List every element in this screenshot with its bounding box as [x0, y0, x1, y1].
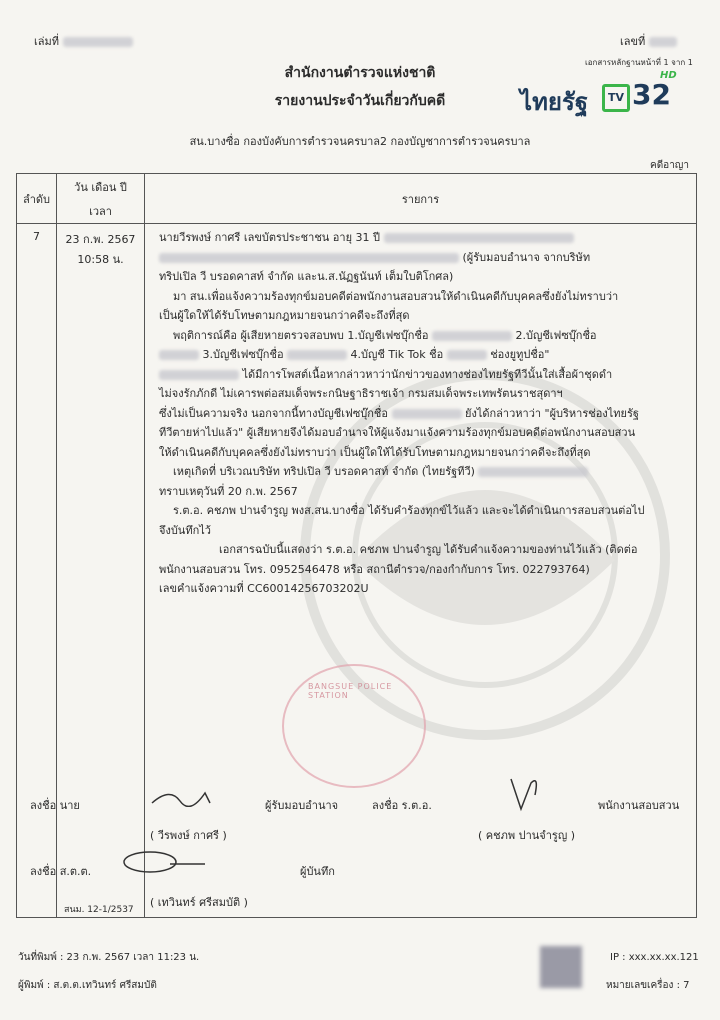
line: เป็นผู้ใดให้ได้รับโทษตามกฎหมายจนกว่าคดีจะถึงที่สุด: [159, 309, 410, 322]
redacted-text: [384, 233, 574, 243]
line: ไม่จงรักภักดี ไม่เคารพต่อสมเด็จพระกนิษฐาธิราชเจ้า กรมสมเด็จพระเทพรัตนราชสุดาฯ: [159, 387, 563, 400]
line: เลขคำแจ้งความที่ CC60014256703202U: [159, 582, 369, 595]
line: ซึ่งไม่เป็นความจริง นอกจากนี้ทางบัญชีเฟซบุ๊กชื่อ ยังได้กล่าวหาว่า "ผู้บริหารช่องไทยรัฐ: [159, 406, 639, 420]
entry-date: 23 ก.พ. 2567: [65, 233, 136, 246]
police-station-stamp: [282, 664, 426, 788]
entry-body: [159, 228, 688, 599]
entry-time: 10:58 น.: [77, 253, 124, 266]
authorized-name: ( วีรพงษ์ กาศรี ): [150, 829, 227, 842]
doc-number: เลขที่: [620, 32, 677, 50]
line: 3.บัญชีเฟซบุ๊กชื่อ 4.บัญชี Tik Tok ชื่อ ช่องยูทูปชื่อ": [159, 345, 688, 365]
printer-name: ผู้พิมพ์ : ส.ต.ต.เทวินทร์ ศรีสมบัติ: [18, 980, 157, 991]
line: ให้ดำเนินคดีกับบุคคลซึ่งยังไม่ทราบว่า เป็นผู้ใดให้ได้รับโทษตามกฎหมายจนกว่าคดีจะถึงที่สุด: [159, 445, 591, 459]
col-datetime-line1: วัน เดือน ปี: [74, 180, 127, 194]
line: นายวีรพงษ์ กาศรี เลขบัตรประชาชน อายุ 31 ปี: [159, 228, 688, 248]
col-seq-header: ลำดับ: [17, 174, 57, 224]
recorder-name: ( เทวินทร์ ศรีสมบัติ ): [150, 896, 248, 909]
line: ทีวีตายห่าไปแล้ว" ผู้เสียหายจึงได้มอบอำนาจให้ผู้แจ้งมาแจ้งความร้องทุกข์มอบคดีต่อพนักงานสอบสวน: [159, 426, 636, 439]
logo-hd: HD: [660, 70, 677, 81]
qr-code: [540, 946, 582, 988]
report-title: รายงานประจำวันเกี่ยวกับคดี: [274, 93, 446, 109]
recorder-sign-label: ลงชื่อ ส.ต.ต.: [30, 865, 92, 878]
page-info: เอกสารหลักฐานหน้าที่ 1 จาก 1: [585, 58, 693, 67]
officer-sign-label: ลงชื่อ ร.ต.อ.: [372, 799, 432, 812]
line: จึงบันทึกไว้: [159, 523, 211, 537]
line: ร.ต.อ. คชภพ ปานจำรูญ พงส.สน.บางซื่อ ได้รับคำร้องทุกข์ไว้แล้ว และจะได้ดำเนินการสอบสวนต่อไป: [173, 504, 645, 517]
col-details-header: รายการ: [145, 174, 697, 224]
redacted-text: [159, 350, 199, 360]
book-number: เล่มที่: [34, 32, 133, 50]
line: ทราบเหตุวันที่ 20 ก.พ. 2567: [159, 484, 298, 498]
col-datetime-header: [57, 174, 145, 224]
redacted-text: [287, 350, 347, 360]
redacted-text: [63, 37, 133, 47]
redacted-text: [649, 37, 677, 47]
machine-number: หมายเลขเครื่อง : 7: [606, 980, 690, 991]
logo-brand: ไทยรัฐ: [520, 88, 589, 116]
officer-name: ( คชภพ ปานจำรูญ ): [478, 829, 575, 842]
table-row: [17, 224, 697, 918]
station-line: สน.บางซื่อ กองบังคับการตำรวจนครบาล2 กองบัญชาการตำรวจนครบาล: [189, 135, 531, 148]
sign-label-1: ลงชื่อ นาย: [30, 799, 80, 812]
officer-role: พนักงานสอบสวน: [598, 799, 680, 812]
recorder-signature: [120, 848, 210, 876]
stamp-text: BANGSUE POLICE STATION: [308, 682, 393, 700]
print-date: วันที่พิมพ์ : 23 ก.พ. 2567 เวลา 11:23 น.: [18, 952, 200, 963]
line: พนักงานสอบสวน โทร. 0952546478 หรือ สถานีตำรวจ/กองกำกับการ โทร. 022793764): [159, 562, 590, 576]
line: (ผู้รับมอบอำนาจ จากบริษัท: [159, 248, 688, 268]
redacted-text: [159, 253, 459, 263]
col-datetime-line2: เวลา: [89, 204, 112, 218]
line: มา สน.เพื่อแจ้งความร้องทุกข์มอบคดีต่อพนักงานสอบสวนให้ดำเนินคดีกับบุคคลซึ่งยังไม่ทราบว่า: [173, 289, 619, 303]
line: เหตุเกิดที่ บริเวณบริษัท ทริปเปิล วี บรอดคาสท์ จำกัด (ไทยรัฐทีวี): [159, 462, 688, 482]
ip-address: IP : xxx.xx.xx.121: [610, 952, 699, 963]
line: พฤติการณ์คือ ผู้เสียหายตรวจสอบพบ 1.บัญชีเฟซบุ๊กชื่อ 2.บัญชีเฟซบุ๊กชื่อ: [173, 328, 597, 342]
form-number: สนม. 12-1/2537: [64, 905, 134, 915]
thairath-tv-logo: [520, 70, 688, 116]
authorized-role: ผู้รับมอบอำนาจ: [265, 799, 339, 812]
logo-channel: 32: [632, 78, 671, 111]
line: ทริปเปิล วี บรอดคาสท์ จำกัด และน.ส.นัฏฐนันท์ เต็มใบติโกศล): [159, 270, 454, 283]
redacted-text: [432, 331, 512, 341]
case-type: คดีอาญา: [650, 160, 689, 171]
redacted-text: [478, 467, 588, 477]
line: เอกสารฉบับนี้แสดงว่า ร.ต.อ. คชภพ ปานจำรูญ ได้รับคำแจ้งความของท่านไว้แล้ว (ติดต่อ: [219, 543, 638, 556]
redacted-text: [447, 350, 487, 360]
line: ได้มีการโพสต์เนื้อหากล่าวหาว่านักข่าวของทางช่องไทยรัฐทีวีนั้นใส่เสื้อผ้าชุดดำ: [159, 365, 688, 385]
recorder-role: ผู้บันทึก: [300, 865, 335, 878]
authorized-signature: [150, 785, 220, 807]
entry-seq: 7: [17, 224, 57, 918]
table-header-row: [17, 174, 697, 224]
redacted-text: [392, 409, 462, 419]
report-table: [16, 173, 697, 918]
agency-title: สำนักงานตำรวจแห่งชาติ: [284, 65, 436, 81]
logo-tv: TV: [602, 84, 630, 112]
officer-signature: [505, 775, 545, 815]
redacted-text: [159, 370, 239, 380]
